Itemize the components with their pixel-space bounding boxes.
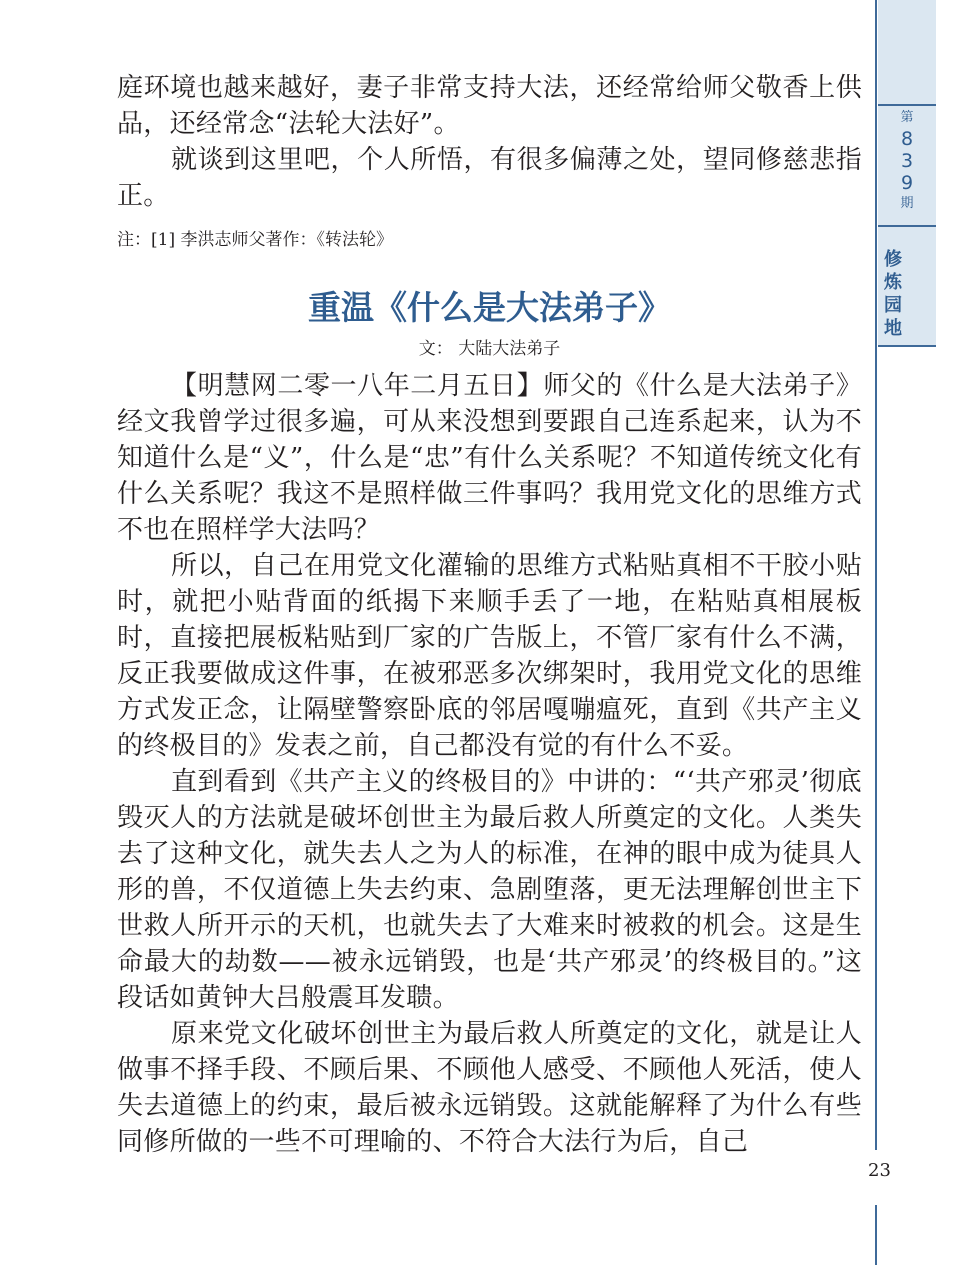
article-title: 重温《什么是大法弟子》 xyxy=(308,288,671,327)
section-char: 园 xyxy=(884,295,902,316)
section-char: 炼 xyxy=(884,272,902,293)
issue-digit: 9 xyxy=(900,172,914,194)
issue-top-rule xyxy=(878,104,936,106)
issue-digit: 3 xyxy=(900,150,914,172)
section-char: 地 xyxy=(884,318,902,339)
section-bottom-rule xyxy=(878,345,936,347)
paragraph-continued: 庭环境也越来越好，妻子非常支持大法，还经常给师父敬香上供品，还经常念“法轮大法好”。 xyxy=(117,73,862,139)
sidebar-vertical-rule-bottom xyxy=(875,1205,877,1265)
paragraph: 【明慧网二零一八年二月五日】师父的《什么是大法弟子》经文我曾学过很多遍，可从来没想到要跟自己连系起来，认为不知道什么是“义”，什么是“忠”有什么关系呢？不知道传统文化有什么关系呢？我这不是照样做三件事吗？我用党文化的思维方式不也在照样学大法吗？ xyxy=(117,371,862,545)
sidebar-vertical-rule xyxy=(875,0,877,1150)
page-number: 23 xyxy=(868,1160,891,1181)
article-byline: 文： 大陆大法弟子 xyxy=(418,339,561,359)
issue-suffix: 期 xyxy=(900,196,914,211)
issue-prefix: 第 xyxy=(900,110,914,125)
paragraph: 直到看到《共产主义的终极目的》中讲的：“‘共产邪灵’彻底毁灭人的方法就是破坏创世主为最后救人所奠定的文化。人类失去了这种文化，就失去人之为人的标准，在神的眼中成为徒具人形的兽，不仅道德上失去约束、急剧堕落，更无法理解创世主下世救人所开示的天机，也就失去了大难来时被救的机会。这是生命最大的劫数——被永远销毁，也是‘共产邪灵’的终极目的。”这段话如黄钟大吕般震耳发聩。 xyxy=(117,767,862,1013)
article-body xyxy=(117,70,862,1160)
issue-digit: 8 xyxy=(900,128,914,150)
paragraph-closing: 就谈到这里吧，个人所悟，有很多偏薄之处，望同修慈悲指正。 xyxy=(117,145,862,211)
paragraph: 所以，自己在用党文化灌输的思维方式粘贴真相不干胶小贴时，就把小贴背面的纸揭下来顺手丢了一地，在粘贴真相展板时，直接把展板粘贴到厂家的广告版上，不管厂家有什么不满，反正我要做成这件事，在被邪恶多次绑架时，我用党文化的思维方式发正念，让隔壁警察卧底的邻居嘎嘣瘟死，直到《共产主义的终极目的》发表之前，自己都没有觉的有什么不妥。 xyxy=(117,551,862,761)
issue-bottom-rule xyxy=(878,225,936,227)
issue-label xyxy=(878,108,936,223)
paragraph: 原来党文化破坏创世主为最后救人所奠定的文化，就是让人做事不择手段、不顾后果、不顾他人感受、不顾他人死活，使人失去道德上的约束，最后被永远销毁。这就能解释了为什么有些同修所做的一些不可理喻的、不符合大法行为后，自己 xyxy=(117,1019,862,1157)
footnote: 注：[1] 李洪志师父著作：《转法轮》 xyxy=(117,230,393,250)
section-char: 修 xyxy=(884,249,902,270)
section-name xyxy=(878,248,908,340)
